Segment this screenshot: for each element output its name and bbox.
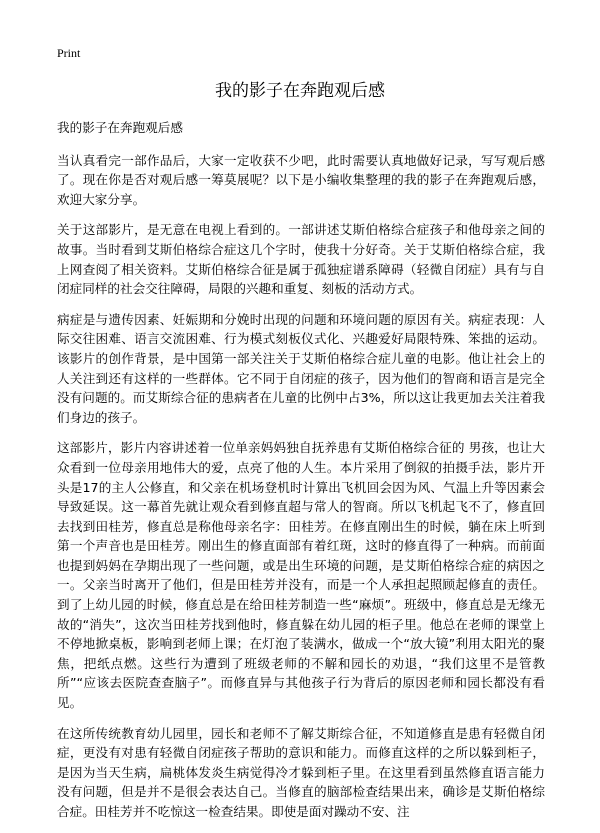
paragraph-intro: 当认真看完一部作品后，大家一定收获不少吧，此时需要认真地做好记录，写写观后感了。现在你是否对观后感一筹莫展呢？以下是小编收集整理的我的影子在奔跑观后感，欢迎大家分享。: [57, 152, 545, 207]
paragraph-kindergarten: 在这所传统教育幼儿园里，园长和老师不了解艾斯综合征，不知道修直是患有轻微自闭症，更没有对患有轻微自闭症孩子帮助的意识和能力。而修直这样的之所以躲到柜子，是因为当天生病，扁桃体发炎生病觉得冷才躲到柜子里。在这里看到虽然修直语言能力没有问题，但是并不是很会表达自己。当修直的脑部检查结果出来，确诊是艾斯伯格综合症。田桂芳并不吃惊这一检查结果。即使是面对躁动不安、注: [57, 725, 545, 819]
paragraph-symptoms: 病症是与遗传因素、妊娠期和分娩时出现的问题和环境问题的原因有关。病症表现：人际交往困难、语言交流困难、行为模式刻板仪式化、兴趣爱好局限特殊、笨拙的运动。该影片的创作背景，是中国第一部关注关于艾斯伯格综合症儿童的电影。他让社会上的人关注到还有这样的一些群体。它不同于自闭症的孩子，因为他们的智商和语言是完全没有问题的。而艾斯综合征的患病者在儿童的比例中占3%，所以这让我更加去关注着我们身边的孩子。: [57, 311, 545, 425]
article-subtitle: 我的影子在奔跑观后感: [57, 120, 183, 135]
page-title: 我的影子在奔跑观后感: [215, 81, 385, 101]
article-body: [57, 118, 545, 833]
print-link[interactable]: Print: [57, 46, 81, 60]
paragraph-plot: 这部影片，影片内容讲述着一位单亲妈妈独自抚养患有艾斯伯格综合征的 男孩，也让大众看到一位母亲用地伟大的爱，点亮了他的人生。本片采用了倒叙的拍摄手法，影片开头是17的主人公修直，和父亲在机场登机时计算出飞机回会因为风、气温上升等因素会导致延误。这一幕首先就让观众看到修直超与常人的智商。所以飞机起飞不了，修直回去找到田桂芳，修直总是称他母亲名字：田桂芳。在修直刚出生的时候，躺在床上听到第一个声音也是田桂芳。刚出生的修直面部有着红斑，这时的修直得了一种病。而前面也提到妈妈在孕期出现了一些问题，或是出生环境的问题，是艾斯伯格综合症的病因之一。父亲当时离开了他们，但是田桂芳并没有，而是一个人承担起照顾起修直的责任。到了上幼儿园的时候，修直总是在给田桂芳制造一些“麻烦”。班级中，修直总是无缘无故的“消失”，这次当田桂芳找到他时，修直躲在幼儿园的柜子里。他总在老师的课堂上不停地掀桌板，影响到老师上课；在灯泡了装满水，做成一个“放大镜”利用太阳光的聚焦，把纸点燃。这些行为遭到了班级老师的不解和园长的劝退，“我们这里不是管教所”“应该去医院查查脑子”。而修直异与其他孩子行为背后的原因老师和园长都没有看见。: [57, 440, 545, 711]
paragraph-about-film: 关于这部影片，是无意在电视上看到的。一部讲述艾斯伯格综合症孩子和他母亲之间的故事。当时看到艾斯伯格综合症这几个字时，使我十分好奇。关于艾斯伯格综合症，我上网查阅了相关资料。艾斯伯格综合征是属于孤独症谱系障碍（轻微自闭症）具有与自闭症同样的社会交往障碍，局限的兴趣和重复、刻板的活动方式。: [57, 222, 545, 297]
